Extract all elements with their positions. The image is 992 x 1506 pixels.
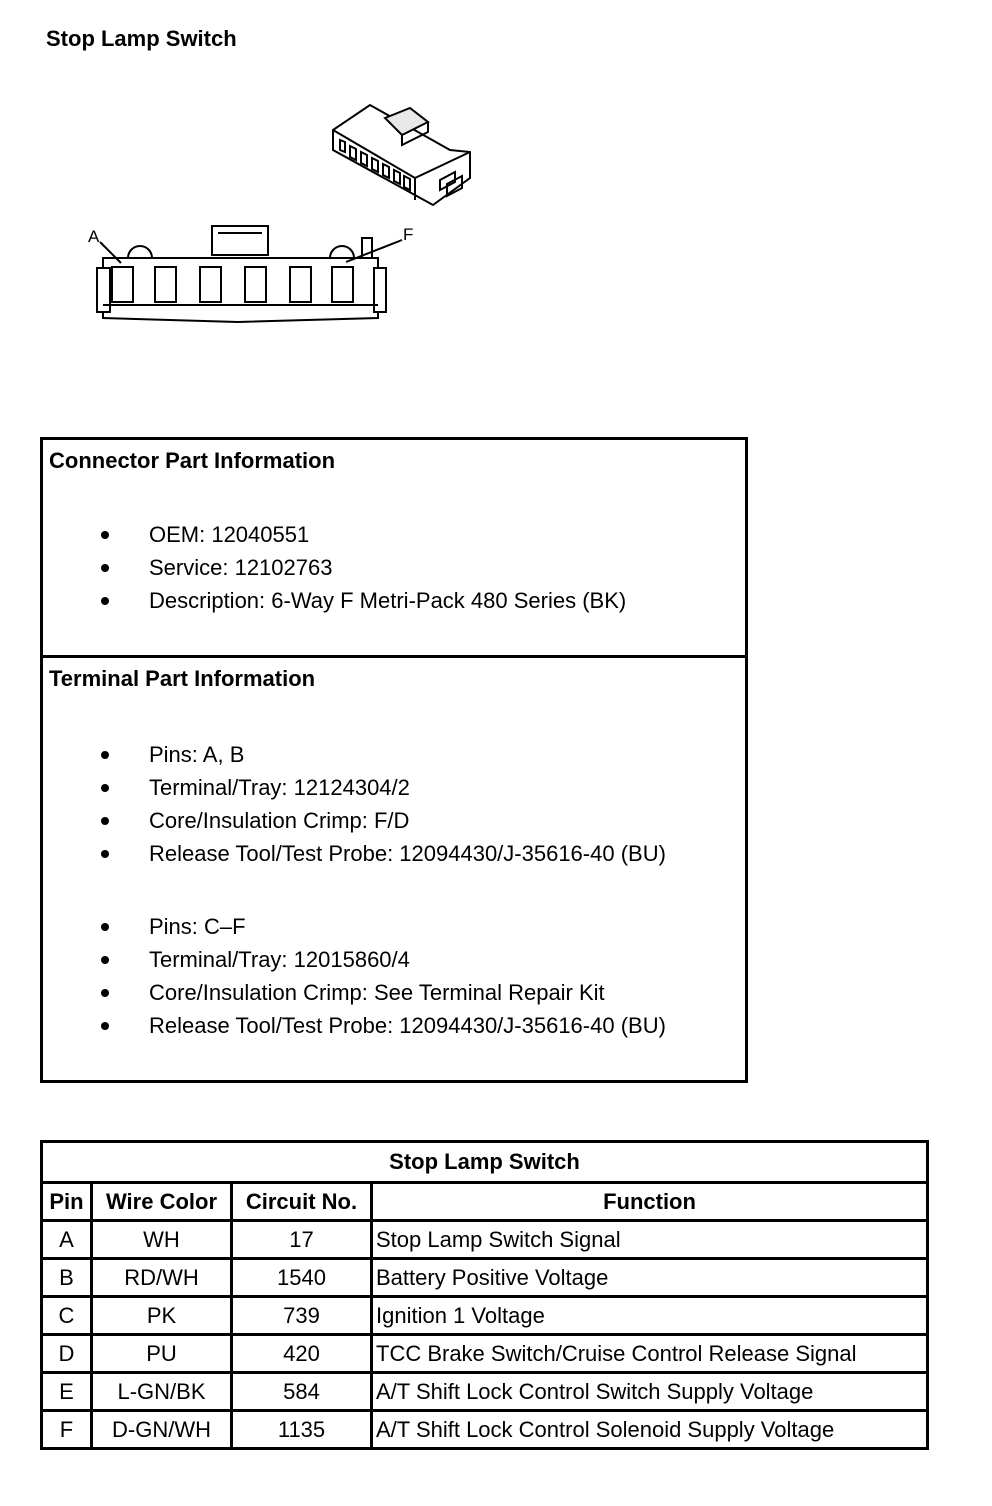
- list-item: Core/Insulation Crimp: See Terminal Repair Kit: [43, 976, 745, 1009]
- table-caption: Stop Lamp Switch: [42, 1142, 928, 1183]
- table-row: [42, 1373, 928, 1411]
- list-item: OEM: 12040551: [43, 518, 745, 551]
- pin-label-f: F: [403, 225, 414, 244]
- function-cell: Battery Positive Voltage: [372, 1259, 928, 1297]
- list-item: Pins: C–F: [43, 910, 745, 943]
- list-item: Core/Insulation Crimp: F/D: [43, 804, 745, 837]
- function-cell: A/T Shift Lock Control Switch Supply Voltage: [372, 1373, 928, 1411]
- column-header-function: Function: [372, 1183, 928, 1221]
- page-title: Stop Lamp Switch: [46, 26, 237, 51]
- connector-front-view: [97, 226, 402, 322]
- list-item: Terminal/Tray: 12124304/2: [43, 771, 745, 804]
- circuit-cell: 584: [232, 1373, 372, 1411]
- function-cell: A/T Shift Lock Control Solenoid Supply Voltage: [372, 1411, 928, 1449]
- function-cell: Ignition 1 Voltage: [372, 1297, 928, 1335]
- pin-cell: A: [42, 1221, 92, 1259]
- list-item: Release Tool/Test Probe: 12094430/J-35616-40 (BU): [43, 1009, 745, 1042]
- wire-color-cell: PK: [92, 1297, 232, 1335]
- wire-color-cell: PU: [92, 1335, 232, 1373]
- pin-cell: D: [42, 1335, 92, 1373]
- table-row: [42, 1259, 928, 1297]
- list-item: Service: 12102763: [43, 551, 745, 584]
- terminal-info-list-2: [43, 910, 745, 1042]
- list-item: Terminal/Tray: 12015860/4: [43, 943, 745, 976]
- pin-label-a: A: [88, 227, 100, 246]
- circuit-cell: 739: [232, 1297, 372, 1335]
- table-row: [42, 1221, 928, 1259]
- function-cell: Stop Lamp Switch Signal: [372, 1221, 928, 1259]
- pin-cell: C: [42, 1297, 92, 1335]
- function-cell: TCC Brake Switch/Cruise Control Release Signal: [372, 1335, 928, 1373]
- wire-color-cell: WH: [92, 1221, 232, 1259]
- table-row: [42, 1297, 928, 1335]
- wire-color-cell: L-GN/BK: [92, 1373, 232, 1411]
- wire-color-cell: RD/WH: [92, 1259, 232, 1297]
- connector-part-info: [43, 440, 745, 658]
- list-item: Pins: A, B: [43, 738, 745, 771]
- column-header-pin: Pin: [42, 1183, 92, 1221]
- circuit-cell: 420: [232, 1335, 372, 1373]
- pin-table: [40, 1140, 929, 1450]
- table-header-row: [42, 1183, 928, 1221]
- wire-color-cell: D-GN/WH: [92, 1411, 232, 1449]
- terminal-info-heading: Terminal Part Information: [49, 666, 316, 691]
- part-info-box: [40, 437, 748, 1083]
- column-header-wire-color: Wire Color: [92, 1183, 232, 1221]
- pin-cell: B: [42, 1259, 92, 1297]
- pin-cell: F: [42, 1411, 92, 1449]
- connector-info-list: [43, 518, 745, 617]
- table-row: [42, 1335, 928, 1373]
- table-row: [42, 1411, 928, 1449]
- terminal-info-list-1: [43, 738, 745, 870]
- column-header-circuit-no: Circuit No.: [232, 1183, 372, 1221]
- connector-drawing: [80, 100, 500, 330]
- pin-cell: E: [42, 1373, 92, 1411]
- terminal-part-info: [43, 658, 745, 1080]
- connector-info-heading: Connector Part Information: [49, 448, 336, 473]
- circuit-cell: 17: [232, 1221, 372, 1259]
- connector-3d-view: [333, 105, 470, 205]
- circuit-cell: 1135: [232, 1411, 372, 1449]
- list-item: Description: 6-Way F Metri-Pack 480 Series (BK): [43, 584, 745, 617]
- circuit-cell: 1540: [232, 1259, 372, 1297]
- table-caption-row: [42, 1142, 928, 1183]
- list-item: Release Tool/Test Probe: 12094430/J-35616-40 (BU): [43, 837, 745, 870]
